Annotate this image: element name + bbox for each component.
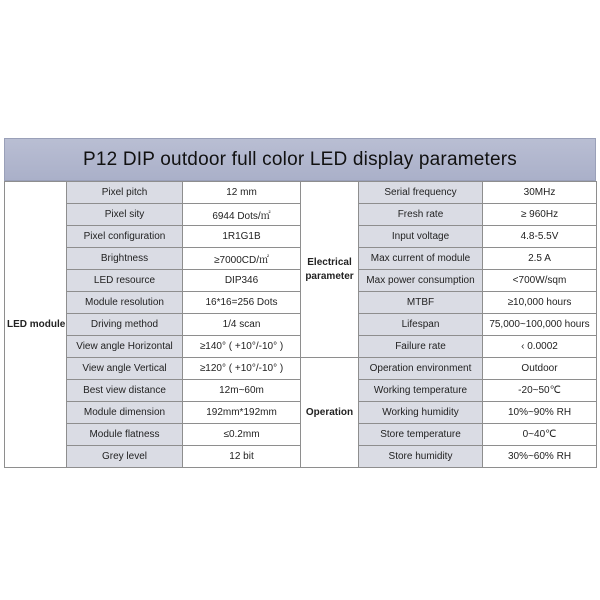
- param-label: Input voltage: [359, 226, 483, 248]
- param-label: Grey level: [67, 446, 183, 468]
- group-operation: Operation: [301, 358, 359, 468]
- param-label: Operation environment: [359, 358, 483, 380]
- param-value: 1R1G1B: [183, 226, 301, 248]
- param-value: 0~40℃: [483, 424, 597, 446]
- param-value: 12m~60m: [183, 380, 301, 402]
- param-label: MTBF: [359, 292, 483, 314]
- param-value: 2.5 A: [483, 248, 597, 270]
- param-value: DIP346: [183, 270, 301, 292]
- param-label: Brightness: [67, 248, 183, 270]
- param-label: Driving method: [67, 314, 183, 336]
- param-label: Pixel configuration: [67, 226, 183, 248]
- group-led-module: LED module: [5, 182, 67, 468]
- table-title: P12 DIP outdoor full color LED display parameters: [4, 138, 596, 181]
- param-label: Failure rate: [359, 336, 483, 358]
- param-label: Working temperature: [359, 380, 483, 402]
- param-value: ≥140° ( +10°/-10° ): [183, 336, 301, 358]
- param-value: 16*16=256 Dots: [183, 292, 301, 314]
- param-label: Max current of module: [359, 248, 483, 270]
- param-label: Working humidity: [359, 402, 483, 424]
- param-value: ‹ 0.0002: [483, 336, 597, 358]
- param-value: ≥120° ( +10°/-10° ): [183, 358, 301, 380]
- param-label: Best view distance: [67, 380, 183, 402]
- param-value: Outdoor: [483, 358, 597, 380]
- param-value: 6944 Dots/㎡: [183, 204, 301, 226]
- param-value: 12 mm: [183, 182, 301, 204]
- param-value: 75,000~100,000 hours: [483, 314, 597, 336]
- param-value: 30MHz: [483, 182, 597, 204]
- param-value: <700W/sqm: [483, 270, 597, 292]
- param-label: Module flatness: [67, 424, 183, 446]
- table-row: [5, 358, 597, 380]
- param-value: ≥ 960Hz: [483, 204, 597, 226]
- param-label: View angle Horizontal: [67, 336, 183, 358]
- param-value: ≥10,000 hours: [483, 292, 597, 314]
- param-label: Lifespan: [359, 314, 483, 336]
- param-value: ≥7000CD/㎡: [183, 248, 301, 270]
- param-label: Store humidity: [359, 446, 483, 468]
- param-label: Max power consumption: [359, 270, 483, 292]
- param-label: Module dimension: [67, 402, 183, 424]
- param-value: 10%~90% RH: [483, 402, 597, 424]
- param-value: 4.8-5.5V: [483, 226, 597, 248]
- param-label: Pixel sity: [67, 204, 183, 226]
- param-value: ≤0.2mm: [183, 424, 301, 446]
- param-value: -20~50℃: [483, 380, 597, 402]
- group-electrical-parameter: Electrical parameter: [301, 182, 359, 358]
- param-label: Store temperature: [359, 424, 483, 446]
- param-label: Fresh rate: [359, 204, 483, 226]
- param-label: Serial frequency: [359, 182, 483, 204]
- param-value: 12 bit: [183, 446, 301, 468]
- param-label: Module resolution: [67, 292, 183, 314]
- param-label: LED resource: [67, 270, 183, 292]
- param-value: 30%~60% RH: [483, 446, 597, 468]
- param-value: 192mm*192mm: [183, 402, 301, 424]
- param-value: 1/4 scan: [183, 314, 301, 336]
- table-row: [5, 182, 597, 204]
- param-label: Pixel pitch: [67, 182, 183, 204]
- parameters-sheet: [4, 138, 596, 462]
- param-label: View angle Vertical: [67, 358, 183, 380]
- parameters-table: [4, 181, 597, 468]
